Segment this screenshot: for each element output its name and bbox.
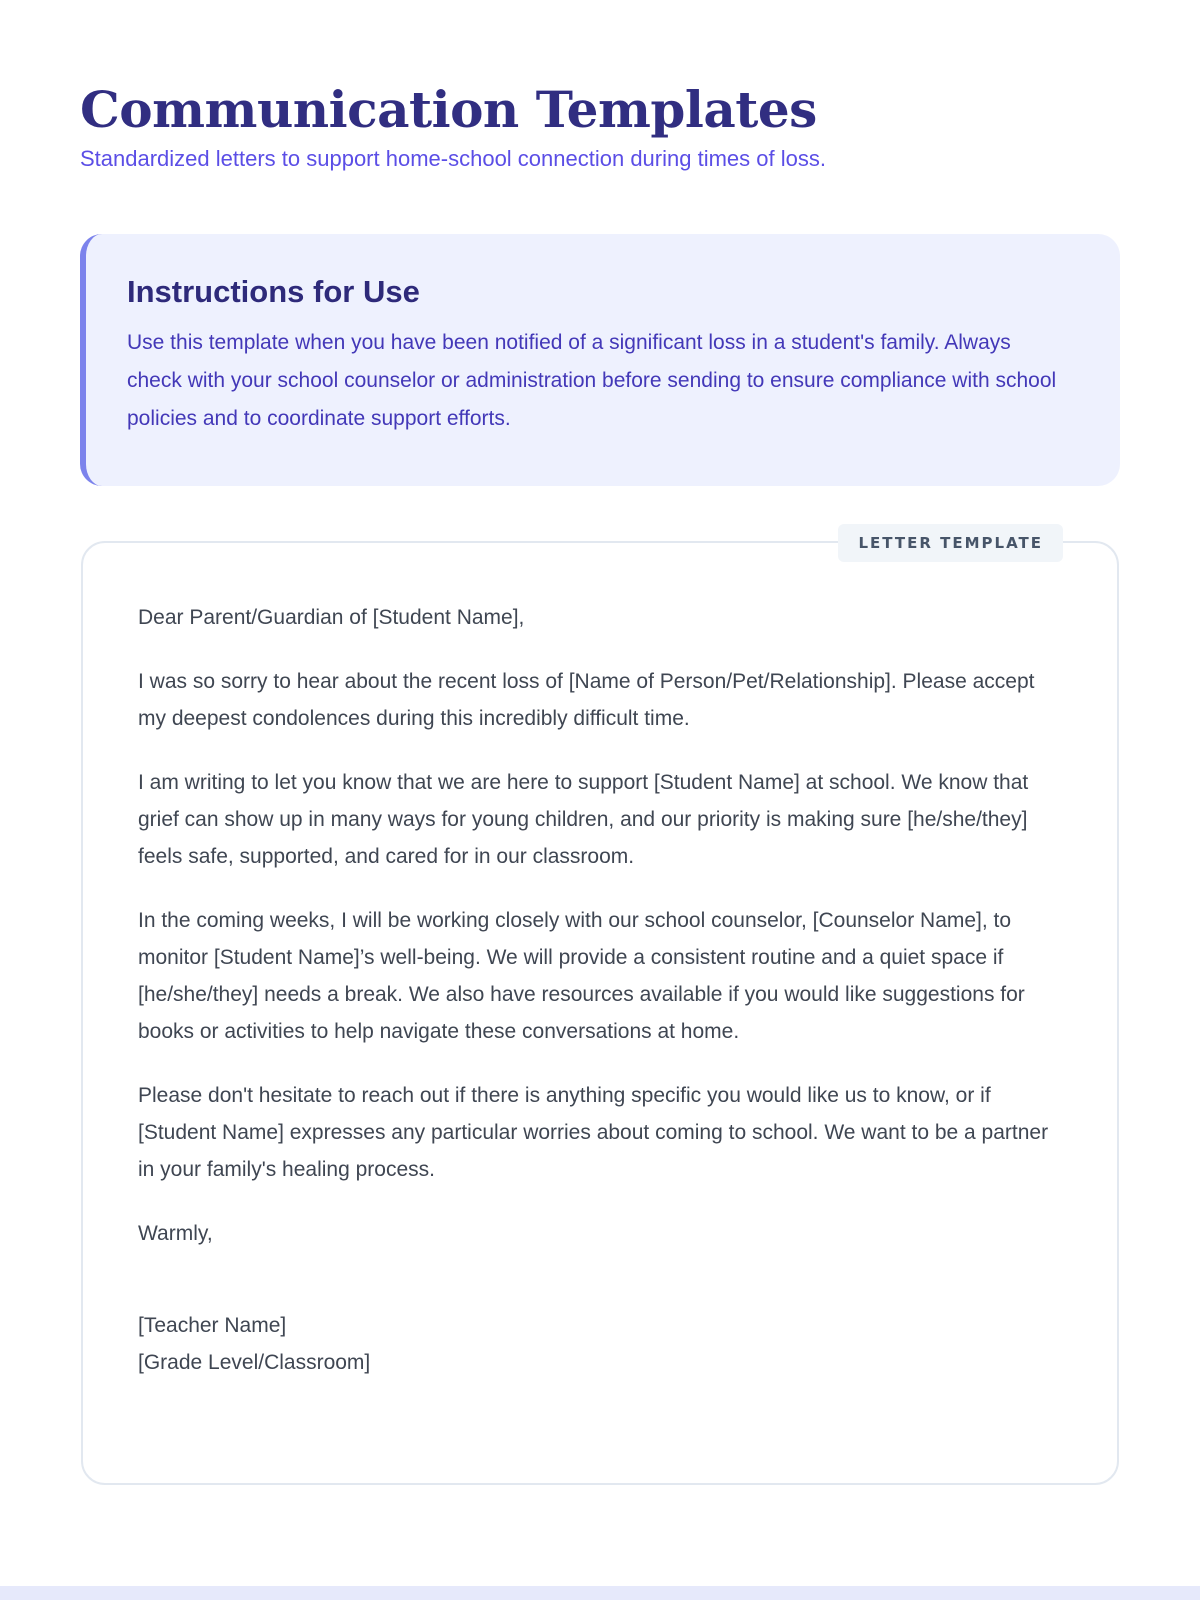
letter-closing: Warmly, bbox=[138, 1222, 213, 1245]
letter-template-badge: LETTER TEMPLATE bbox=[838, 524, 1063, 562]
instructions-panel bbox=[80, 234, 1120, 486]
letter-paragraph: Please don't hesitate to reach out if there is anything specific you would like us to know, or if [Student Name] expresses any particular worries about coming to school. We want to be a partner in your family's healing process. bbox=[138, 1084, 1049, 1181]
signature-grade-level: [Grade Level/Classroom] bbox=[138, 1351, 371, 1374]
letter-template-card[interactable] bbox=[81, 534, 1119, 1485]
page-subtitle: Standardized letters to support home-school connection during times of loss. bbox=[80, 146, 826, 171]
letter-paragraph: I was so sorry to hear about the recent loss of [Name of Person/Pet/Relationship]. Please accept my deepest condolences during this incredibly difficult time. bbox=[138, 670, 1035, 730]
page-header bbox=[80, 78, 1120, 174]
instructions-title: Instructions for Use bbox=[127, 274, 420, 309]
footer-bar bbox=[0, 1586, 1200, 1600]
letter-signature bbox=[138, 1307, 1065, 1381]
letter-paragraph: I am writing to let you know that we are here to support [Student Name] at school. We know that grief can show up in many ways for young children, and our priority is making sure [he/she/they] feels safe, supported, and cared for in our classroom. bbox=[138, 771, 1029, 868]
letter-salutation: Dear Parent/Guardian of [Student Name], bbox=[138, 606, 525, 629]
page-title: Communication Templates bbox=[80, 80, 817, 139]
letter-paragraph: In the coming weeks, I will be working closely with our school counselor, [Counselor Name], to monitor [Student Name]’s well-being. We will provide a consistent routine and a quiet space if [he/she/they] needs a break. We also have resources available if you would like suggestions for books or activities to help navigate these conversations at home. bbox=[138, 909, 1025, 1043]
instructions-body: Use this template when you have been notified of a significant loss in a student's family. Always check with your school counselor or administration before sending to ensure compliance with school policies and to coordinate support efforts. bbox=[127, 331, 1057, 430]
signature-teacher-name: [Teacher Name] bbox=[138, 1314, 287, 1337]
